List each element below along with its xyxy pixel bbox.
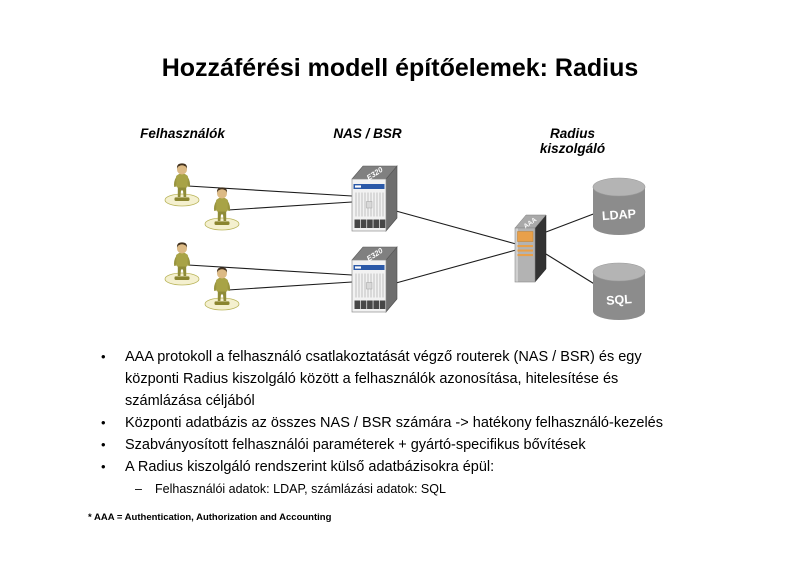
router-chassis-icon-1 <box>352 165 397 231</box>
connector-line-router2-server <box>396 250 516 283</box>
person-icon-4 <box>205 267 239 310</box>
column-header-radius-line2: kiszolgáló <box>539 141 606 156</box>
person-icon-1 <box>165 163 199 206</box>
footnote: * AAA = Authentication, Authorization and Accounting <box>88 512 332 523</box>
bullet-marker: • <box>101 349 106 364</box>
connector-line-user1-router1 <box>188 186 352 196</box>
sub-bullet-marker: – <box>135 482 142 496</box>
router-chassis-icon-2 <box>352 246 397 312</box>
bullet-text: A Radius kiszolgáló rendszerint külső adatbázisokra épül: <box>125 459 495 475</box>
sql-label: SQL <box>605 292 633 308</box>
person-icon-2 <box>205 187 239 230</box>
bullet-text: AAA protokoll a felhasználó csatlakoztatását végző routerek (NAS / BSR) és egy központi Radius kiszolgáló között a felhasználók azonosítása, hitelesítése és számlázása céljából <box>125 349 642 409</box>
column-header-nas: NAS / BSR <box>333 126 402 141</box>
ldap-label: LDAP <box>601 206 637 224</box>
bullet-marker: • <box>101 415 106 430</box>
bullet-list <box>98 346 690 498</box>
bullet-marker: • <box>101 437 106 452</box>
column-header-radius <box>500 126 645 156</box>
sql-database-icon <box>593 263 645 320</box>
connector-line-user2-router1 <box>228 202 352 210</box>
bullet-item-2 <box>98 412 690 434</box>
connector-line-server-sql <box>546 254 596 285</box>
connector-line-server-ldap <box>546 213 596 232</box>
bullet-item-3 <box>98 434 690 456</box>
page-title: Hozzáférési modell építőelemek: Radius <box>161 54 639 82</box>
bullet-item-1 <box>98 346 690 412</box>
router-label: E320 <box>364 246 385 264</box>
column-header-radius-line1: Radius <box>549 126 595 141</box>
bullet-item-4 <box>98 456 690 478</box>
diagram-canvas <box>130 155 670 340</box>
connector-line-user3-router2 <box>188 265 352 275</box>
bullet-marker: • <box>101 459 106 474</box>
server-label: AAA <box>522 216 539 231</box>
bullet-text: Központi adatbázis az összes NAS / BSR számára -> hatékony felhasználó-kezelés <box>125 415 663 431</box>
column-header-users: Felhasználók <box>140 126 225 141</box>
bullet-text: Szabványosított felhasználói paraméterek + gyártó-specifikus bővítések <box>125 437 586 453</box>
router-label: E320 <box>364 165 385 183</box>
connector-line-router1-server <box>396 211 516 244</box>
sub-bullet-item <box>98 480 690 498</box>
person-icon-3 <box>165 242 199 285</box>
ldap-database-icon <box>593 178 645 235</box>
aaa-server-icon <box>515 215 546 282</box>
sub-bullet-text: Felhasználói adatok: LDAP, számlázási adatok: SQL <box>155 482 446 496</box>
connector-line-user4-router2 <box>228 282 352 290</box>
